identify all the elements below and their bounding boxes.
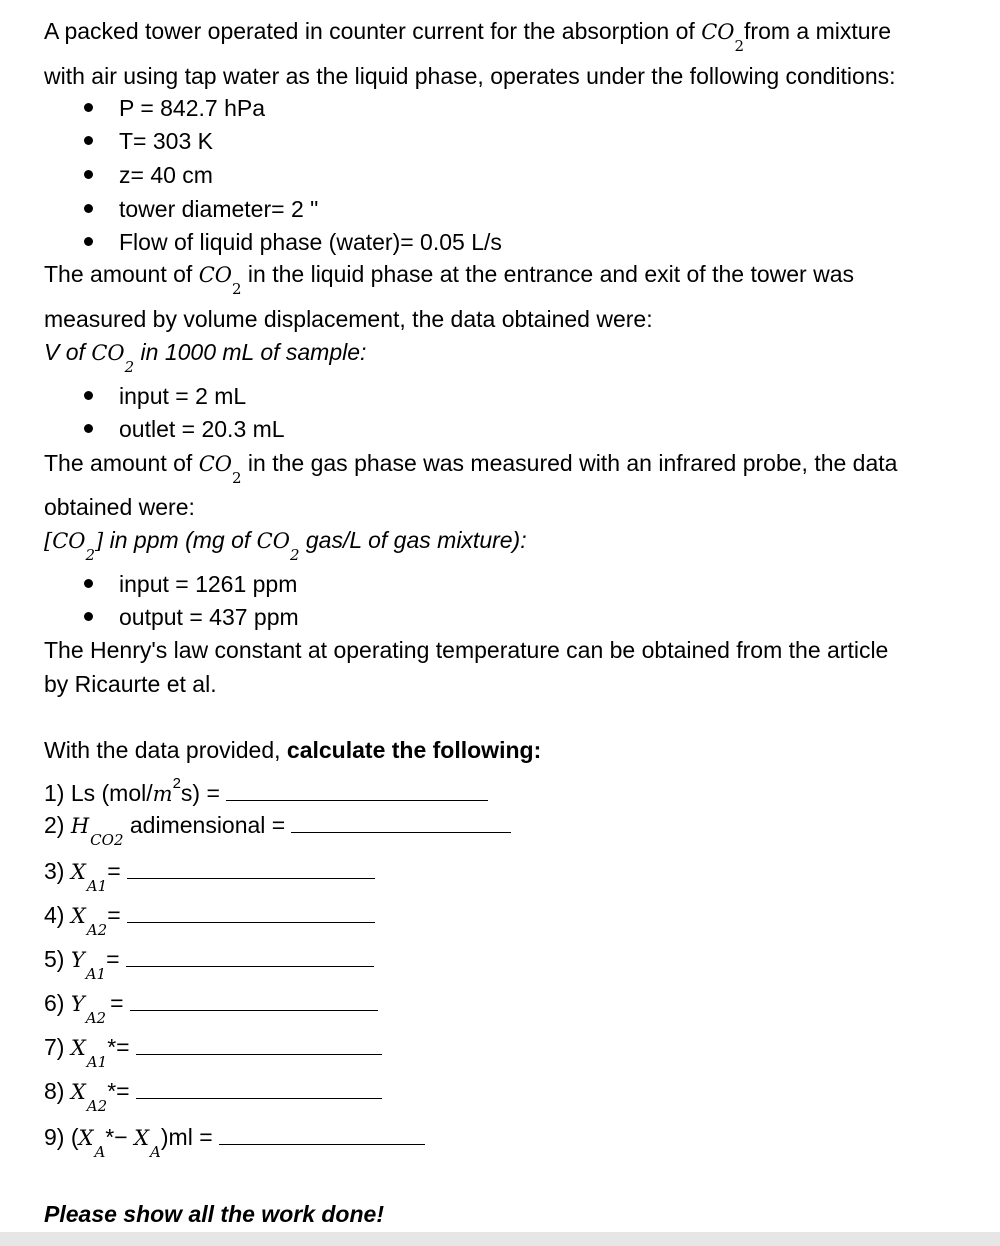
condition-text: Flow of liquid phase (water)= 0.05 L/s [119, 229, 502, 255]
subscript-a2: A2 [85, 1009, 107, 1027]
liquid-heading-a: V of [44, 339, 92, 365]
chem-subscript: 2 [85, 546, 96, 564]
liquid-item [84, 383, 246, 409]
q1-unit-m: m [152, 782, 173, 806]
q9-text-b: )ml = [160, 1124, 213, 1150]
bracket-open: [ [44, 529, 53, 553]
var-x: X [70, 1080, 86, 1104]
liquid-text-a: The amount of [44, 261, 199, 287]
gas-heading-end: gas/L of gas mixture): [299, 527, 527, 553]
q1-text-b: s) = [180, 780, 220, 806]
question-2 [44, 812, 511, 849]
liquid-line-1 [44, 261, 854, 298]
condition-item [84, 95, 265, 121]
gas-heading [44, 527, 527, 564]
chem-co2: CO [52, 529, 86, 553]
star-equals: *= [107, 1078, 130, 1104]
gas-item [84, 604, 299, 630]
question-9 [44, 1124, 425, 1161]
answer-blank[interactable] [226, 782, 488, 801]
chem-subscript: 2 [232, 280, 242, 298]
bullet-icon [84, 103, 93, 112]
chem-co2: CO [198, 263, 232, 287]
q4-text-a: 4) [44, 902, 71, 928]
liquid-item-text: outlet = 20.3 mL [119, 416, 285, 442]
var-x: X [70, 1036, 86, 1060]
q1-text-a: 1) Ls (mol/ [44, 780, 153, 806]
page-bottom-edge [0, 1232, 1000, 1246]
liquid-text-b: in the liquid phase at the entrance and exit of the tower was [241, 261, 854, 287]
liquid-heading-b: in 1000 mL of sample: [134, 339, 367, 365]
q2-text-a: 2) [44, 812, 71, 838]
q3-text-a: 3) [44, 858, 71, 884]
subscript-a2: A2 [86, 921, 108, 939]
bullet-icon [84, 204, 93, 213]
star-equals: *= [107, 1034, 130, 1060]
bullet-icon [84, 136, 93, 145]
condition-text: tower diameter= 2 " [119, 196, 319, 222]
var-x: X [78, 1126, 94, 1150]
subscript-a1: A1 [86, 877, 108, 895]
var-y: Y [70, 948, 85, 972]
bullet-icon [84, 424, 93, 433]
condition-item [84, 196, 318, 222]
q5-text-a: 5) [44, 946, 71, 972]
chem-subscript: 2 [289, 546, 300, 564]
q7-text-a: 7) [44, 1034, 71, 1060]
question-8 [44, 1078, 382, 1115]
task-heading [44, 737, 541, 763]
subscript-a: A [150, 1143, 161, 1161]
var-x: X [70, 860, 86, 884]
answer-blank[interactable] [130, 992, 378, 1011]
question-6 [44, 990, 378, 1027]
q9-text-a: 9) ( [44, 1124, 79, 1150]
q8-text-a: 8) [44, 1078, 71, 1104]
q6-text-a: 6) [44, 990, 71, 1016]
intro-text-b: from a mixture [744, 18, 892, 44]
gas-heading-mid: in ppm (mg of [103, 527, 257, 553]
subscript-a2: A2 [86, 1097, 108, 1115]
answer-blank[interactable] [136, 1080, 382, 1099]
henry-line-1: The Henry's law constant at operating temperature can be obtained from the article [44, 637, 889, 663]
condition-text: z= 40 cm [119, 162, 213, 188]
chem-subscript: 2 [124, 358, 135, 376]
subscript-a1: A1 [85, 965, 107, 983]
condition-text: T= 303 K [119, 128, 213, 154]
liquid-heading [44, 339, 367, 376]
gas-line-2: obtained were: [44, 494, 195, 520]
bullet-icon [84, 612, 93, 621]
chem-co2: CO [701, 20, 735, 44]
var-y: Y [70, 992, 85, 1016]
question-3 [44, 858, 375, 895]
subscript-a: A [94, 1143, 106, 1161]
bullet-icon [84, 170, 93, 179]
answer-blank[interactable] [126, 948, 374, 967]
chem-subscript: 2 [734, 37, 745, 55]
bracket-close: ] [95, 529, 104, 553]
intro-line-1 [44, 18, 892, 55]
gas-item-text: input = 1261 ppm [119, 571, 298, 597]
answer-blank[interactable] [291, 814, 511, 833]
chem-co2: CO [91, 341, 125, 365]
footer-note: Please show all the work done! [44, 1201, 384, 1227]
q2-subscript: CO2 [90, 831, 124, 849]
var-x: X [134, 1126, 150, 1150]
bullet-icon [84, 237, 93, 246]
condition-text: P = 842.7 hPa [119, 95, 266, 121]
task-lead-bold: calculate the following: [286, 737, 542, 763]
gas-item [84, 571, 297, 597]
chem-subscript: 2 [232, 469, 242, 487]
q9-mid: *− [105, 1124, 135, 1150]
q2-text-b: adimensional = [123, 812, 286, 838]
bullet-icon [84, 579, 93, 588]
intro-line-2: with air using tap water as the liquid phase, operates under the following conditions: [44, 63, 896, 89]
chem-co2: CO [256, 529, 290, 553]
equals-sign: = [110, 990, 124, 1016]
condition-item [84, 229, 502, 255]
q2-var-h: H [70, 814, 90, 838]
answer-blank[interactable] [127, 860, 375, 879]
question-5 [44, 946, 374, 983]
task-lead: With the data provided, [44, 737, 287, 763]
answer-blank[interactable] [219, 1126, 425, 1145]
condition-item [84, 162, 213, 188]
q1-superscript: 2 [172, 775, 181, 792]
answer-blank[interactable] [127, 904, 375, 923]
equals-sign: = [107, 858, 121, 884]
gas-text-b: in the gas phase was measured with an infrared probe, the data [241, 450, 898, 476]
equals-sign: = [107, 902, 121, 928]
chem-co2: CO [198, 452, 232, 476]
henry-line-2: by Ricaurte et al. [44, 671, 217, 697]
question-4 [44, 902, 375, 939]
liquid-line-2: measured by volume displacement, the data obtained were: [44, 306, 653, 332]
question-7 [44, 1034, 382, 1071]
condition-item [84, 128, 213, 154]
subscript-a1: A1 [86, 1053, 108, 1071]
gas-line-1 [44, 450, 898, 487]
liquid-item [84, 416, 285, 442]
intro-text-a: A packed tower operated in counter current for the absorption of [44, 18, 702, 44]
liquid-item-text: input = 2 mL [119, 383, 247, 409]
var-x: X [70, 904, 86, 928]
answer-blank[interactable] [136, 1036, 382, 1055]
bullet-icon [84, 391, 93, 400]
question-1 [44, 775, 488, 810]
equals-sign: = [106, 946, 120, 972]
gas-text-a: The amount of [44, 450, 199, 476]
gas-item-text: output = 437 ppm [119, 604, 299, 630]
